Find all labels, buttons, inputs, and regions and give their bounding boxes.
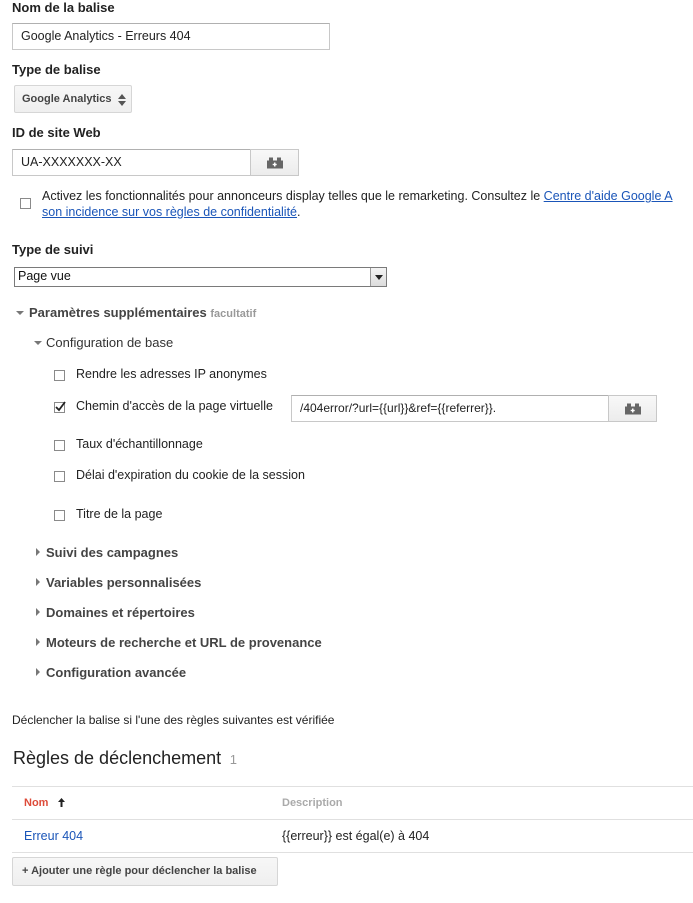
display-features-text-line2 [42, 205, 301, 219]
section-advanced-config[interactable]: Configuration avancée [46, 665, 187, 680]
macro-brick-icon [624, 403, 642, 414]
domains-directories-collapse-icon[interactable] [36, 608, 40, 616]
firing-rules-heading [13, 748, 237, 769]
anonymize-ip-label: Rendre les adresses IP anonymes [76, 367, 267, 381]
virtual-page-macro-button[interactable] [608, 395, 657, 422]
session-cookie-timeout-checkbox[interactable] [54, 471, 65, 482]
tag-type-select[interactable] [14, 85, 132, 113]
sample-rate-label: Taux d'échantillonnage [76, 437, 203, 451]
header-row-divider [12, 819, 693, 820]
virtual-page-path-label: Chemin d'accès de la page virtuelle [76, 399, 273, 413]
display-features-period: . [297, 205, 301, 219]
updown-arrows-icon [118, 94, 126, 106]
section-domains-directories[interactable]: Domaines et répertoires [46, 605, 195, 620]
page-title-checkbox[interactable] [54, 510, 65, 521]
web-property-id-label: ID de site Web [12, 125, 101, 140]
more-settings-expand-icon[interactable] [16, 311, 24, 315]
table-top-divider [12, 786, 693, 787]
tag-name-input[interactable]: Google Analytics - Erreurs 404 [12, 23, 330, 50]
chevron-down-icon [375, 275, 383, 280]
section-search-engines[interactable]: Moteurs de recherche et URL de provenance [46, 635, 322, 650]
column-header-description[interactable]: Description [282, 797, 343, 809]
page-title-label: Titre de la page [76, 507, 163, 521]
more-settings-header[interactable] [29, 305, 256, 320]
firing-rules-intro: Déclencher la balise si l'une des règles suivantes est vérifiée [12, 713, 335, 727]
track-type-label: Type de suivi [12, 242, 94, 257]
display-features-text-line1 [42, 189, 673, 203]
advanced-config-collapse-icon[interactable] [36, 668, 40, 676]
section-custom-variables[interactable]: Variables personnalisées [46, 575, 202, 590]
column-header-name[interactable] [24, 797, 65, 809]
row-divider [12, 852, 693, 853]
web-property-id-input[interactable]: UA-XXXXXXX-XX [12, 149, 251, 176]
checkmark-icon [54, 400, 67, 413]
column-name-label: Nom [24, 797, 49, 809]
firing-rules-count: 1 [229, 752, 237, 767]
campaign-tracking-collapse-icon[interactable] [36, 548, 40, 556]
firing-rules-title: Règles de déclenchement [13, 748, 222, 768]
help-center-link[interactable]: Centre d'aide Google A [543, 189, 673, 203]
privacy-policy-link[interactable]: son incidence sur vos règles de confidentialité [42, 205, 298, 219]
track-type-value: Page vue [18, 269, 71, 283]
session-cookie-timeout-label: Délai d'expiration du cookie de la session [76, 468, 305, 482]
rule-name-link[interactable]: Erreur 404 [24, 829, 84, 843]
basic-config-title[interactable]: Configuration de base [46, 335, 174, 350]
add-firing-rule-button[interactable]: + Ajouter une règle pour déclencher la balise [12, 857, 278, 886]
track-type-select[interactable] [14, 267, 387, 287]
tag-name-label: Nom de la balise [12, 0, 115, 15]
macro-brick-icon [266, 157, 284, 168]
basic-config-expand-icon[interactable] [34, 341, 42, 345]
section-campaign-tracking[interactable]: Suivi des campagnes [46, 545, 179, 560]
sample-rate-checkbox[interactable] [54, 440, 65, 451]
display-features-checkbox[interactable] [20, 198, 31, 209]
web-property-macro-button[interactable] [250, 149, 299, 176]
more-settings-title: Paramètres supplémentaires [29, 305, 207, 320]
custom-variables-collapse-icon[interactable] [36, 578, 40, 586]
track-type-dropdown-button[interactable] [370, 268, 386, 286]
display-features-text: Activez les fonctionnalités pour annonceurs display telles que le remarketing. Consultez le [42, 189, 544, 203]
anonymize-ip-checkbox[interactable] [54, 370, 65, 381]
virtual-page-path-input[interactable]: /404error/?url={{url}}&ref={{referrer}}. [291, 395, 609, 422]
tag-type-value: Google Analytics [22, 93, 112, 105]
search-engines-collapse-icon[interactable] [36, 638, 40, 646]
optional-tag: facultatif [210, 308, 257, 320]
arrow-up-icon [58, 798, 65, 807]
rule-description: {{erreur}} est égal(e) à 404 [282, 829, 430, 843]
tag-type-label: Type de balise [12, 62, 101, 77]
virtual-page-path-checkbox[interactable] [54, 402, 65, 413]
